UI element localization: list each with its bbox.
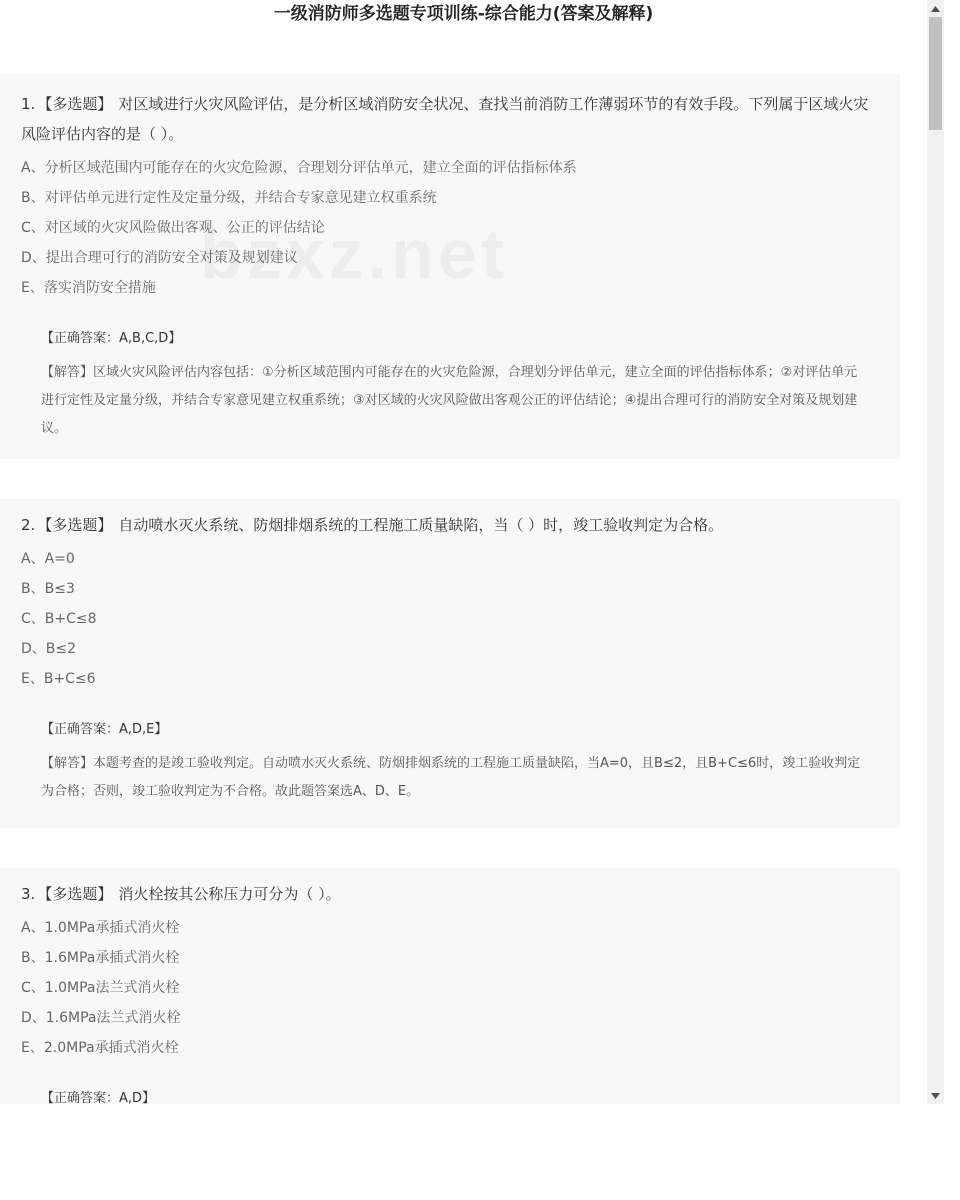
page-title: 一级消防师多选题专项训练-综合能力(答案及解释) — [273, 4, 654, 24]
option-b: B、对评估单元进行定性及定量分级，并结合专家意见建立权重系统 — [21, 190, 437, 206]
question-number: 3. — [21, 885, 36, 903]
option-d: D、1.6MPa法兰式消火栓 — [21, 1010, 181, 1026]
option-a: A、1.0MPa承插式消火栓 — [21, 920, 180, 936]
option-d: D、提出合理可行的消防安全对策及规划建议 — [21, 250, 298, 266]
option-e: E、落实消防安全措施 — [21, 280, 156, 296]
option-list — [21, 913, 878, 1063]
option-list — [21, 544, 878, 694]
correct-answer: 【正确答案：A,D,E】 — [41, 722, 168, 737]
scroll-up-button[interactable] — [927, 0, 944, 17]
triangle-down-icon — [931, 1093, 940, 1099]
question-stem — [21, 89, 878, 149]
question-card-2 — [0, 499, 900, 828]
option-c: C、B+C≤8 — [21, 611, 97, 627]
option-c: C、1.0MPa法兰式消火栓 — [21, 980, 180, 996]
triangle-up-icon — [931, 6, 940, 12]
question-text: 对区域进行火灾风险评估，是分析区域消防安全状况、查找当前消防工作薄弱环节的有效手段。下列属于区域火灾风险评估内容的是（ ）。 — [21, 95, 869, 143]
option-a: A、分析区域范围内可能存在的火灾危险源，合理划分评估单元，建立全面的评估指标体系 — [21, 160, 577, 176]
option-b: B、B≤3 — [21, 581, 75, 597]
question-card-3 — [0, 868, 900, 1104]
option-b: B、1.6MPa承插式消火栓 — [21, 950, 180, 966]
option-e: E、2.0MPa承插式消火栓 — [21, 1040, 179, 1056]
option-c: C、对区域的火灾风险做出客观、公正的评估结论 — [21, 220, 325, 236]
question-type-tag: 【多选题】 — [37, 885, 113, 903]
question-card-1 — [0, 74, 900, 459]
correct-answer: 【正确答案：A,B,C,D】 — [41, 331, 182, 346]
option-list — [21, 153, 878, 303]
question-stem — [21, 879, 878, 909]
vertical-scrollbar[interactable] — [927, 0, 944, 1104]
question-text: 自动喷水灭火系统、防烟排烟系统的工程施工质量缺陷，当（ ）时，竣工验收判定为合格。 — [118, 516, 724, 534]
correct-answer: 【正确答案：A,D】 — [41, 1091, 156, 1104]
option-e: E、B+C≤6 — [21, 671, 96, 687]
scroll-thumb[interactable] — [929, 17, 942, 130]
question-number: 2. — [21, 516, 36, 534]
question-stem — [21, 510, 878, 540]
answer-explanation: 【解答】本题考查的是竣工验收判定。自动喷水灭火系统、防烟排烟系统的工程施工质量缺陷，当A=0，且B≤2，且B+C≤6时，竣工验收判定为合格；否则，竣工验收判定为不合格。故此题答案选A、D、E。 — [41, 756, 861, 799]
scroll-down-button[interactable] — [927, 1087, 944, 1104]
question-text: 消火栓按其公称压力可分为（ ）。 — [118, 885, 341, 903]
option-d: D、B≤2 — [21, 641, 77, 657]
option-a: A、A=0 — [21, 551, 75, 567]
question-number: 1. — [21, 95, 36, 113]
question-type-tag: 【多选题】 — [37, 95, 113, 113]
answer-explanation: 【解答】区域火灾风险评估内容包括：①分析区域范围内可能存在的火灾危险源，合理划分评估单元，建立全面的评估指标体系；②对评估单元进行定性及定量分级，并结合专家意见建立权重系统；③对区域的火灾风险做出客观公正的评估结论；④提出合理可行的消防安全对策及规划建议。 — [41, 365, 858, 436]
question-type-tag: 【多选题】 — [37, 516, 113, 534]
